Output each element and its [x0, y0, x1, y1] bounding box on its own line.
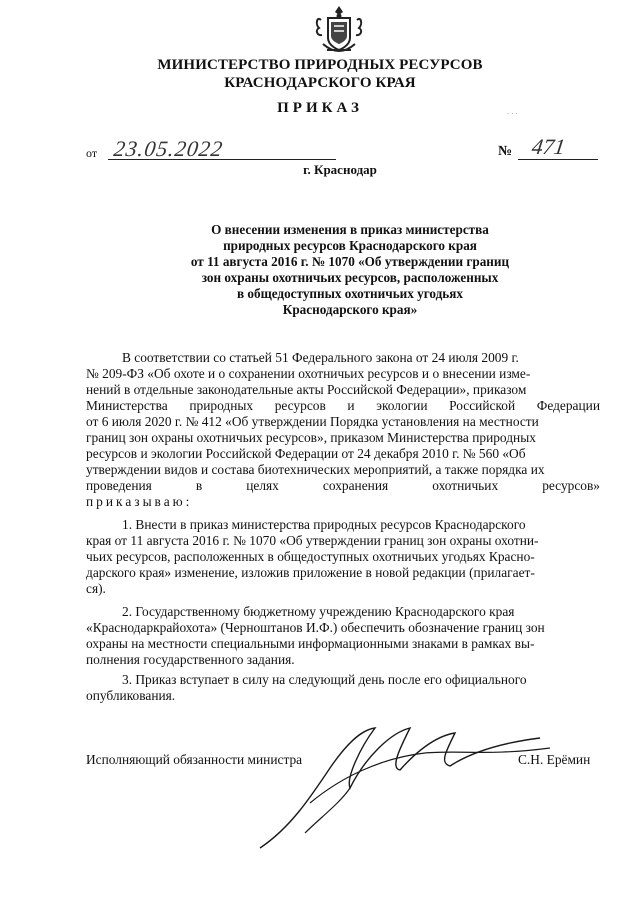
city: г. Краснодар: [303, 162, 377, 177]
number-prefix: №: [498, 144, 513, 159]
preamble-line: утверждении видов и состава биотехнических мероприятий, а также порядка их: [86, 462, 545, 477]
preamble-line: Министерства природных ресурсов и экологии Российской Федерации: [86, 398, 600, 413]
signer-position: Исполняющий обязанности министра: [86, 752, 303, 767]
item1-line: дарского края» изменение, изложив приложение в новой редакции (прилагает-: [86, 565, 535, 580]
preamble-line: проведения в целях сохранения охотничьих ресурсов»: [86, 478, 600, 493]
preamble-line: ресурсов и экологии Российской Федерации от 24 декабря 2010 г. № 560 «Об: [86, 446, 526, 461]
item3-line: 3. Приказ вступает в силу на следующий день после его официального: [122, 672, 527, 687]
item2-line: 2. Государственному бюджетному учреждению Краснодарского края: [122, 604, 515, 619]
order-body: [86, 350, 600, 704]
item1-line: чьих ресурсов, расположенных в общедоступных охотничьих угодьях Красно-: [86, 549, 535, 564]
coat-of-arms-icon: [313, 4, 365, 60]
signer-name: С.Н. Ерёмин: [518, 752, 591, 767]
preamble-line: № 209-ФЗ «Об охоте и о сохранении охотничьих ресурсов и о внесении изме-: [86, 366, 531, 381]
order-title: [140, 222, 560, 318]
title-line: от 11 августа 2016 г. № 1070 «Об утверждении границ: [190, 254, 510, 269]
ministry-name-line2: КРАСНОДАРСКОГО КРАЯ: [224, 75, 416, 91]
item1-line: ся).: [86, 581, 106, 596]
title-line: в общедоступных охотничьих угодьях: [236, 286, 463, 301]
title-line: природных ресурсов Краснодарского края: [223, 238, 477, 253]
item2-line: «Краснодаркрайохота» (Черноштанов И.Ф.) обеспечить обозначение границ зон: [86, 620, 545, 635]
item2-line: охраны на местности специальными информационными знаками в рамках вы-: [86, 636, 535, 651]
date-number-row: [86, 134, 606, 164]
document-type-heading: ПРИКАЗ: [277, 100, 363, 116]
title-line: зон охраны охотничьих ресурсов, расположенных: [201, 270, 499, 285]
item1-line: края от 11 августа 2016 г. № 1070 «Об утверждении границ зон охраны охотни-: [86, 533, 539, 548]
item1-line: 1. Внести в приказ министерства природных ресурсов Краснодарского: [122, 517, 526, 532]
handwritten-number: 471: [530, 134, 567, 159]
preamble-line: нений в отдельные законодательные акты Российской Федерации», приказом: [86, 382, 527, 397]
title-line: Краснодарского края»: [282, 302, 418, 317]
handwritten-date: 23.05.2022: [112, 136, 225, 161]
preamble-line: В соответствии со статьей 51 Федерального закона от 24 июля 2009 г.: [122, 350, 519, 365]
handwritten-signature: [250, 708, 560, 858]
title-line: О внесении изменения в приказ министерства: [211, 222, 489, 237]
item2-line: полнения государственного задания.: [86, 652, 295, 667]
order-word: приказываю:: [86, 494, 193, 509]
registration-mark: · · ·: [507, 110, 518, 118]
date-prefix: от: [86, 146, 98, 160]
preamble-line: границ зон охраны охотничьих ресурсов», приказом Министерства природных: [86, 430, 536, 445]
preamble-line: от 6 июля 2020 г. № 412 «Об утверждении Порядка установления на местности: [86, 414, 539, 429]
item3-line: опубликования.: [86, 688, 176, 703]
ministry-name-line1: МИНИСТЕРСТВО ПРИРОДНЫХ РЕСУРСОВ: [157, 57, 483, 73]
